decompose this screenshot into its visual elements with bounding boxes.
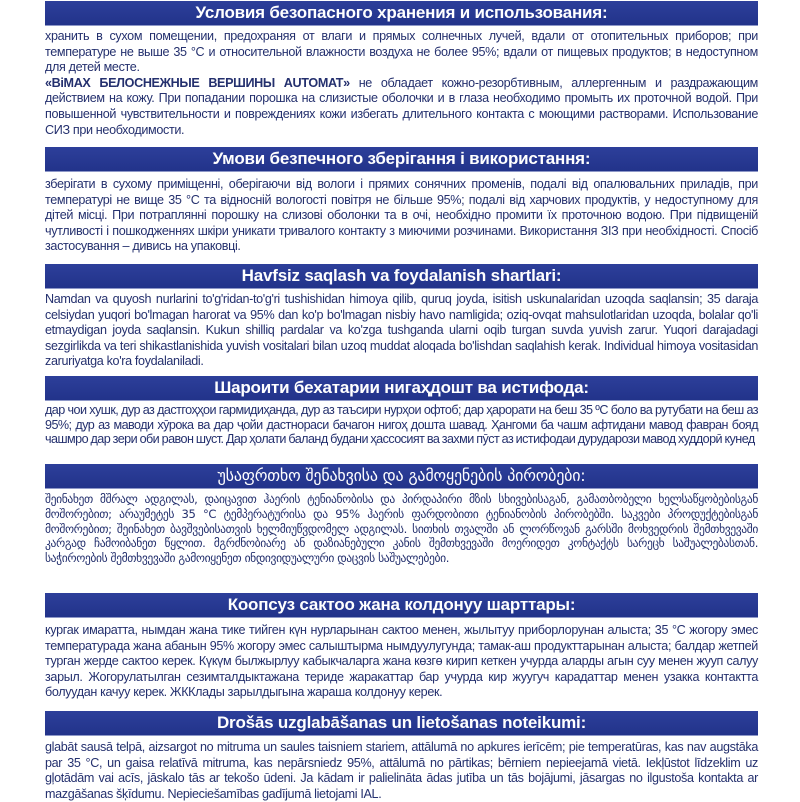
section-title: Условия безопасного хранения и использования: (45, 1, 758, 26)
brand-name: «BiMAX БЕЛОСНЕЖНЫЕ ВЕРШИНЫ AUTOMAT» (45, 75, 350, 90)
section-latvian (45, 711, 758, 802)
section-georgian (45, 464, 758, 566)
section-kyrgyz (45, 593, 758, 701)
section-title: Drošās uzglabāšanas un lietošanas noteikumi: (45, 711, 758, 736)
section-text: зберігати в сухому приміщенні, оберігаючи від вологи і прямих сонячних променів, подалі від опалювальних приладів, при температурі не вище 35 °С та відносній вологості повітря не більше 95%; подалі від харчових продуктів, у недоступному для дітей місці. При потраплянні порошку на слизові оболонки та в очі, необхідно промити їх проточною водою. При підвищеній чутливості і пошкодженнях шкіри уникати тривалого контакту з миючими розчинами. Використання ЗІЗ при необхідності. Спосіб застосування – дивись на упаковці. (45, 177, 758, 254)
section-title: Havfsiz saqlash va foydalanish shartlari: (45, 264, 758, 289)
section-title: უსაფრთხო შენახვისა და გამოყენების პირობები: (45, 464, 758, 489)
section-title: Коопсуз сактоо жана колдонуу шарттары: (45, 593, 758, 618)
section-russian (45, 1, 758, 138)
section-text: кургак имаратта, нымдан жана тике тийген күн нурларынан сактоо менен, жылытуу приборлорунан алыста; 35 °С жогору эмес температурада жана абанын 95% жогору эмес салыштырма нымдуулугунда; тамак-аш продукттарынан алыста; балдар жетпей турган жерде сактоо керек. Күкүм былжырлуу кабыкчаларга жана көзгө кирип кеткен учурда аларды агын суу менен жууп салуу зарыл. Жогорулатылган сезимталдыктажана териде жаракаттар бар учурда кир жуугуч карадаттар менен узакка контактта болуудан качуу керек. ЖККлады зарылдыгына жараша колдонуу керек. (45, 623, 758, 700)
section-ukrainian (45, 147, 758, 255)
section-text: дар чои хушк, дур аз дастгоҳҳои гармидиҳанда, дур аз таъсири нурҳои офтоб; дар ҳарорати на беш 35 ºС боло ва рутубати на беш аз 95%; дур аз маводи хӯрока ва дар ҷойи дастнораси бачагон нигоҳ дошта шавад. Ҳангоми ба чашм афтидани мавод фавран бояд чашмро дар зери оби равон шуст. Дар ҳолати баланд будани ҳассосият ва захми пӯст аз истифодаи дурударози мавод худдорӣ кунед (45, 403, 758, 446)
section-uzbek (45, 264, 758, 370)
storage-text: хранить в сухом помещении, предохраняя от влаги и прямых солнечных лучей, вдали от отопительных приборов; при температуре не выше 35 °С и относительной влажности воздуха не более 95%; вдали от пищевых продуктов; в недоступном для детей месте. (45, 29, 758, 75)
section-text: შეინახეთ მშრალ ადგილას, დაიცავით ჰაერის ტენიანობისა და პირდაპირი მზის სხივებისაგან, გამათბობელი ხელსაწყობებისგან მოშორებით; არაუმეტეს 35 °C ტემპერატურისა და 95% ჰაერის ფარდობითი ტენიანობის პირობებში. საკვები პროდუქტებისგან მოშორებით; შეინახეთ ბავშვებისათვის ხელმიუწვდომელ ადგილას. სითხის თვალში ან ლორწოვან გარსში მოხვედრის შემთხვევაში კარგად ჩამოიბანეთ წყლით. მგრძნობიარე ან დაზიანებული კანის შემთხვევაში მოერიდეთ კონტაქტს სარეცხ საშუალებასთან. საჭიროების შემთხვევაში გამოიყენეთ ინდივიდუალური დაცვის საშუალებები. (45, 492, 758, 566)
safety-text: не обладает кожно-резорбтивным, аллергенным и раздражающим действием на кожу. При попадании порошка на слизистые оболочки и в глаза необходимо промыть их проточной водой. При повышенной чувствительности и повреждениях кожи избегать длительного контакта с моющими растворами. Использование СИЗ при необходимости. (45, 75, 758, 137)
section-text: glabāt sausā telpā, aizsargot no mitruma un saules taisniem stariem, attālumā no apkures ierīcēm; pie temperatūras, kas nav augstāka par 35 °C, un gaisa relatīvā mitruma, kas nepārsniedz 95%, attālumā no pārtikas; bērniem nepieejamā vietā. Iekļūstot līdzeklim uz gļotādām vai acīs, jāskalo tās ar tekošo ūdeni. Ja kādam ir palielināta ādas jutība un tās bojājumi, jāsargas no ilgustoša kontakta ar mazgāšanas šķīdumu. Nepieciešamības gadījumā lietojami IAL. (45, 740, 758, 801)
section-title: Шароити бехатарии нигаҳдошт ва истифода: (45, 376, 758, 401)
section-tajik (45, 376, 758, 447)
section-text (45, 26, 758, 138)
section-title: Умови безпечного зберігання і використання: (45, 147, 758, 172)
section-text: Namdan va quyosh nurlarini to'g'ridan-to'g'ri tushishidan himoya qilib, quruq joyda, isitish uskunalaridan uzoqda saqlansin; 35 daraja celsiydan yuqori bo'lmagan harorat va 95% dan ko'p bo'lmagan nisbiy havo namligida; oziq-ovqat mahsulotlaridan uzoqda, bolalar qo'li etmaydigan joyda saqlansin. Kukun shilliq pardalar va ko'zga tushganda ularni oqib turgan suvda yuvish zarur. Yuqori darajadagi sezgirlikda va teri shikastlanishida yuvish vositalari bilan uzoq muddat aloqada bo'lishdan saqlahish kerak. Individual himoya vositasidan zaruriyatga ko'ra foydalaniladi. (45, 292, 758, 369)
